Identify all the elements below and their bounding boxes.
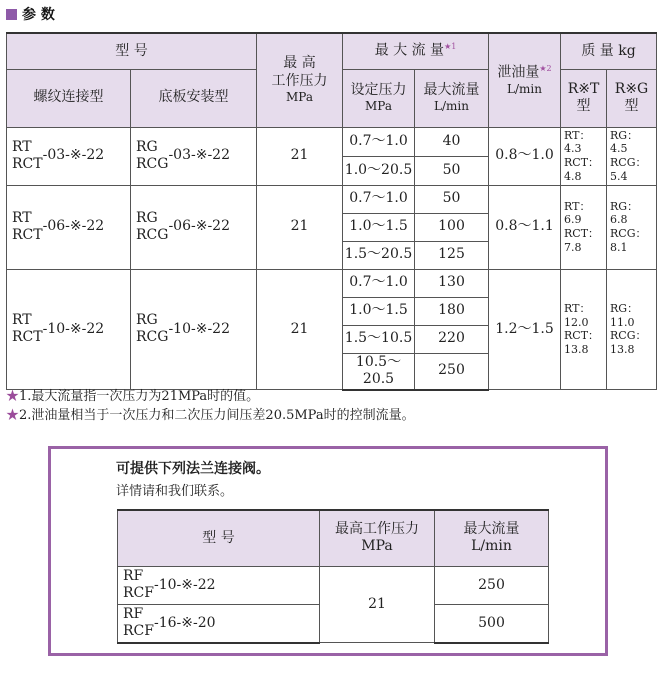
mass-line: 4.8 xyxy=(564,169,582,183)
flange-header-flow-line2: L/min xyxy=(471,538,512,555)
model-line: RG xyxy=(136,311,158,328)
mass-line: 4.5 xyxy=(610,142,628,156)
table-row xyxy=(7,127,657,156)
mass-line: RCG： xyxy=(610,227,647,240)
model-suffix: -06-※-22 xyxy=(42,218,105,235)
header-mass-g-line1: R※G xyxy=(614,80,649,97)
header-mass-t-line2: 型 xyxy=(576,98,591,114)
table-row xyxy=(7,269,657,297)
model-line: RF xyxy=(123,605,144,622)
flow-value: 50 xyxy=(415,185,489,213)
header-drain-unit: L/min xyxy=(507,81,542,96)
header-drain-label: 泄油量 xyxy=(497,64,540,81)
flow-value: 250 xyxy=(415,353,489,390)
mass-line: 13.8 xyxy=(610,343,635,356)
model-suffix: -06-※-22 xyxy=(168,218,230,235)
model-line: RCG xyxy=(136,227,169,243)
header-set-pressure-label: 设定压力 xyxy=(350,81,407,98)
table-row xyxy=(118,566,549,604)
mass-g-value xyxy=(607,127,657,185)
flange-flow-value: 500 xyxy=(435,604,549,643)
flow-value: 220 xyxy=(415,325,489,353)
table-row xyxy=(7,185,657,213)
model-suffix: -10-※-22 xyxy=(153,576,216,593)
flange-pressure-value: 21 xyxy=(320,566,435,643)
header-mass-t-line1: R※T xyxy=(567,80,600,97)
flange-header-model: 型 号 xyxy=(118,510,320,566)
section-title xyxy=(6,4,55,24)
section-title-text: 参 数 xyxy=(22,7,55,23)
mass-line: 6.8 xyxy=(610,213,628,227)
header-mass-g-line2: 型 xyxy=(624,98,639,114)
model-line: RCG xyxy=(136,156,169,172)
mass-t-value xyxy=(561,269,607,390)
flow-value: 40 xyxy=(415,127,489,156)
flow-value: 125 xyxy=(415,241,489,269)
flange-valve-box xyxy=(48,446,608,656)
mass-line: RG： xyxy=(610,128,639,142)
flange-title: 可提供下列法兰连接阀。 xyxy=(116,461,270,477)
thread-model xyxy=(7,185,131,269)
base-model xyxy=(131,127,257,185)
drain-value: 0.8～1.1 xyxy=(489,185,561,269)
base-model xyxy=(131,269,257,390)
set-pressure-value: 1.5～10.5 xyxy=(343,325,415,353)
mass-g-value xyxy=(607,185,657,269)
mass-line: RT： xyxy=(564,199,591,213)
footnote xyxy=(6,406,415,425)
star-note-icon: ★1 xyxy=(444,42,457,52)
thread-model xyxy=(7,269,131,390)
mass-line: 13.8 xyxy=(564,343,589,356)
set-pressure-value: 1.0～20.5 xyxy=(343,156,415,185)
drain-value: 0.8～1.0 xyxy=(489,127,561,185)
max-pressure-value: 21 xyxy=(257,127,343,185)
flange-header-pressure-line1: 最高工作压力 xyxy=(335,521,419,538)
flange-model xyxy=(118,604,320,643)
mass-line: RG： xyxy=(610,199,639,213)
max-pressure-value: 21 xyxy=(257,269,343,390)
header-drain xyxy=(489,33,561,127)
mass-line: 8.1 xyxy=(610,240,628,254)
flow-value: 130 xyxy=(415,269,489,297)
set-pressure-value: 0.7～1.0 xyxy=(343,127,415,156)
model-line: RF xyxy=(123,567,144,584)
model-line: RCT xyxy=(12,156,43,172)
star-note-icon: ★2 xyxy=(539,63,552,73)
flow-value: 100 xyxy=(415,213,489,241)
set-pressure-value: 1.0～1.5 xyxy=(343,213,415,241)
flange-header-flow-line1: 最大流量 xyxy=(463,521,520,538)
header-mass: 质 量 kg xyxy=(561,33,657,69)
header-thread-type: 螺纹连接型 xyxy=(7,69,131,127)
mass-line: RCT： xyxy=(564,156,600,169)
mass-line: 5.4 xyxy=(610,169,628,183)
mass-line: RT： xyxy=(564,128,591,142)
flow-value: 180 xyxy=(415,297,489,325)
flange-model xyxy=(118,566,320,604)
flange-flow-value: 250 xyxy=(435,566,549,604)
set-pressure-value: 0.7～1.0 xyxy=(343,269,415,297)
max-pressure-value: 21 xyxy=(257,185,343,269)
star-note-icon: ★ xyxy=(6,389,20,404)
header-base-type: 底板安装型 xyxy=(131,69,257,127)
flange-header-flow xyxy=(435,510,549,566)
mass-t-value xyxy=(561,127,607,185)
mass-line: RCT： xyxy=(564,227,600,240)
mass-line: RCT： xyxy=(564,329,600,343)
flow-value: 50 xyxy=(415,156,489,185)
model-line: RCT xyxy=(12,227,43,243)
header-model: 型 号 xyxy=(7,33,257,69)
footnote-text: 1.最大流量指一次压力为21MPa时的值。 xyxy=(19,389,260,404)
header-max-pressure-unit: MPa xyxy=(286,90,313,105)
star-note-icon: ★ xyxy=(6,408,20,423)
mass-line: 7.8 xyxy=(564,240,582,254)
mass-line: 6.9 xyxy=(564,213,582,227)
model-line: RG xyxy=(136,138,158,155)
header-max-pressure-line2: 工作压力 xyxy=(271,72,328,89)
model-line: RCF xyxy=(123,623,154,639)
base-model xyxy=(131,185,257,269)
drain-value: 1.2～1.5 xyxy=(489,269,561,390)
header-flow-unit: L/min xyxy=(434,99,469,114)
flange-table xyxy=(117,509,549,644)
model-suffix: -10-※-22 xyxy=(168,320,230,337)
header-max-pressure-line1: 最 高 xyxy=(283,55,316,72)
mass-line: RCG： xyxy=(610,156,647,169)
model-line: RT xyxy=(12,138,32,155)
set-pressure-value: 1.0～1.5 xyxy=(343,297,415,325)
header-max-pressure xyxy=(257,33,343,127)
mass-line: 11.0 xyxy=(610,315,635,329)
flange-subtitle: 详情请和我们联系。 xyxy=(116,484,234,499)
mass-line: RCG： xyxy=(610,329,647,343)
header-max-flow xyxy=(343,33,489,69)
model-line: RCF xyxy=(123,585,154,601)
header-set-pressure-unit: MPa xyxy=(365,99,392,114)
square-bullet-icon xyxy=(6,9,17,20)
footnotes xyxy=(6,387,415,425)
mass-line: RG： xyxy=(610,301,639,315)
model-suffix: -10-※-22 xyxy=(42,320,105,337)
model-line: RCT xyxy=(12,329,43,346)
mass-line: RT： xyxy=(564,301,591,315)
header-mass-t xyxy=(561,69,607,127)
model-suffix: -03-※-22 xyxy=(168,147,230,164)
header-flow xyxy=(415,69,489,127)
mass-g-value xyxy=(607,269,657,390)
mass-line: 12.0 xyxy=(564,315,589,329)
model-line: RG xyxy=(136,209,158,226)
mass-t-value xyxy=(561,185,607,269)
header-max-flow-label: 最 大 流 量 xyxy=(374,42,445,59)
model-line: RCG xyxy=(136,329,169,346)
flange-header-pressure xyxy=(320,510,435,566)
thread-model xyxy=(7,127,131,185)
flange-header-pressure-line2: MPa xyxy=(361,538,393,555)
model-suffix: -03-※-22 xyxy=(42,147,105,164)
set-pressure-value: 0.7～1.0 xyxy=(343,185,415,213)
model-line: RT xyxy=(12,209,32,226)
header-set-pressure xyxy=(343,69,415,127)
set-pressure-value: 10.5～20.5 xyxy=(343,353,415,390)
parameter-table xyxy=(6,32,657,391)
footnote-text: 2.泄油量相当于一次压力和二次压力间压差20.5MPa时的控制流量。 xyxy=(19,408,415,423)
mass-line: 4.3 xyxy=(564,142,582,156)
footnote xyxy=(6,387,415,406)
header-flow-label: 最大流量 xyxy=(423,81,480,98)
header-mass-g xyxy=(607,69,657,127)
set-pressure-value: 1.5～20.5 xyxy=(343,241,415,269)
model-suffix: -16-※-20 xyxy=(153,614,216,631)
model-line: RT xyxy=(12,311,32,328)
